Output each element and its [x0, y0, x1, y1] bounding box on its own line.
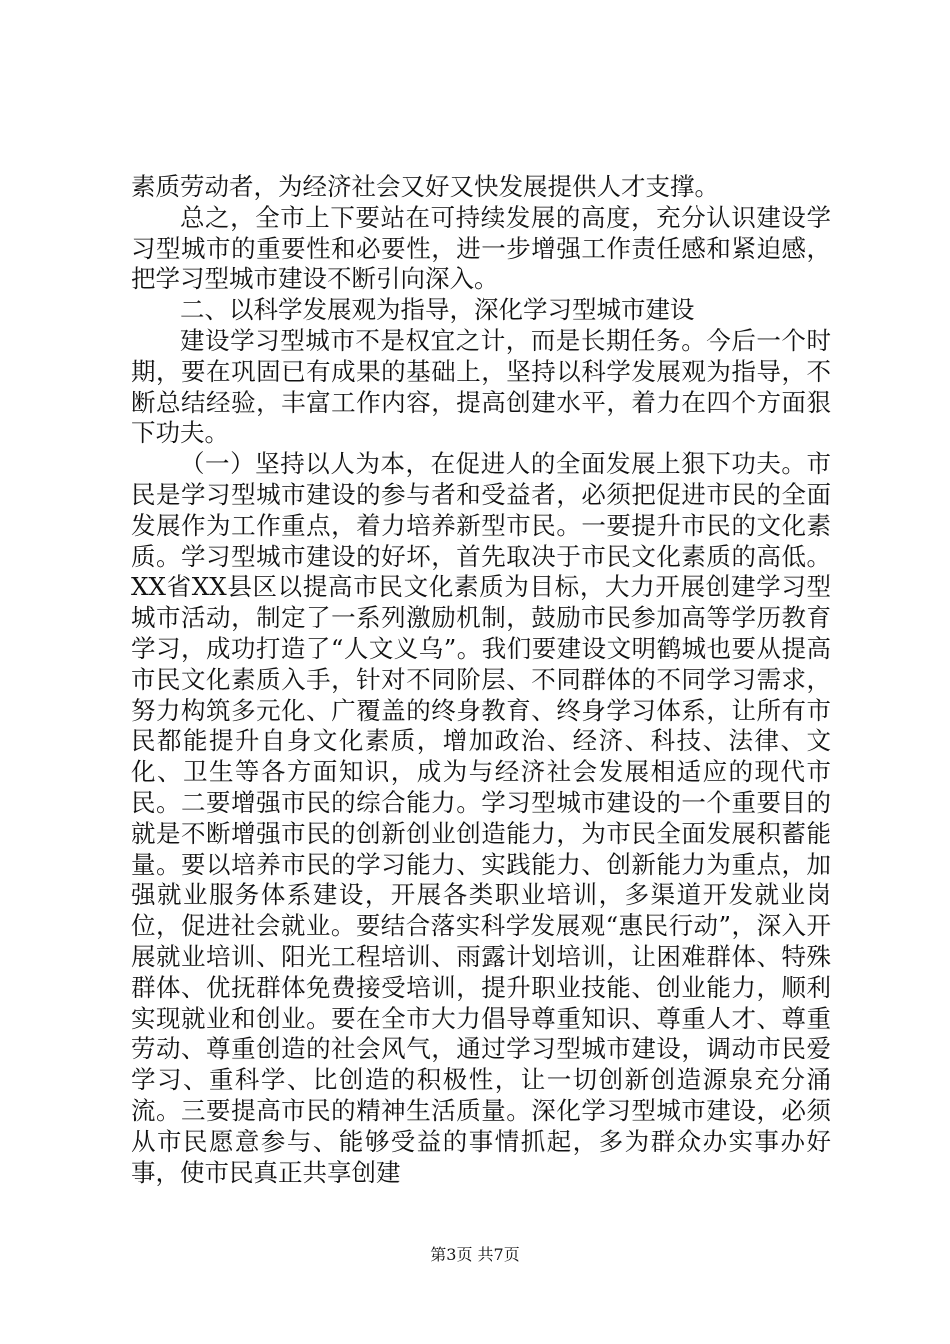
paragraph-summary: 总之，全市上下要站在可持续发展的高度，充分认识建设学习型城市的重要性和必要性，进一步增强工作责任感和紧迫感，把学习型城市建设不断引向深入。 [131, 202, 831, 294]
page-number-footer: 第3页 共7页 [430, 1245, 520, 1264]
document-body [131, 172, 831, 1188]
paragraph-intro: 建设学习型城市不是权宜之计，而是长期任务。今后一个时期，要在巩固已有成果的基础上，坚持以科学发展观为指导，不断总结经验，丰富工作内容，提高创建水平，着力在四个方面狠下功夫。 [131, 325, 831, 448]
paragraph-continuation: 素质劳动者，为经济社会又好又快发展提供人才支撑。 [131, 172, 719, 201]
section-heading: 二、以科学发展观为指导，深化学习型城市建设 [180, 295, 695, 325]
paragraph-point-one: （一）坚持以人为本，在促进人的全面发展上狠下功夫。市民是学习型城市建设的参与者和受益者，必须把促进市民的全面发展作为工作重点，着力培养新型市民。一要提升市民的文化素质。学习型城市建设的好坏，首先取决于市民文化素质的高低。XX省XX县区以提高市民文化素质为目标，大力开展创建学习型城市活动，制定了一系列激励机制，鼓励市民参加高等学历教育学习，成功打造了“人文义乌”。我们要建设文明鹤城也要从提高市民文化素质入手，针对不同阶层、不同群体的不同学习需求，努力构筑多元化、广覆盖的终身教育、终身学习体系，让所有市民都能提升自身文化素质，增加政治、经济、科技、法律、文化、卫生等各方面知识，成为与经济社会发展相适应的现代市民。二要增强市民的综合能力。学习型城市建设的一个重要目的就是不断增强市民的创新创业创造能力，为市民全面发展积蓄能量。要以培养市民的学习能力、实践能力、创新能力为重点，加强就业服务体系建设，开展各类职业培训，多渠道开发就业岗位，促进社会就业。要结合落实科学发展观“惠民行动”，深入开展就业培训、阳光工程培训、雨露计划培训，让困难群体、特殊群体、优抚群体免费接受培训，提升职业技能、创业能力，顺利实现就业和创业。要在全市大力倡导尊重知识、尊重人才、尊重劳动、尊重创造的社会风气，通过学习型城市建设，调动市民爱学习、重科学、比创造的积极性，让一切创新创造源泉充分涌流。三要提高市民的精神生活质量。深化学习型城市建设，必须从市民愿意参与、能够受益的事情抓起，多为群众办实事办好事，使市民真正共享创建 [131, 449, 831, 1187]
